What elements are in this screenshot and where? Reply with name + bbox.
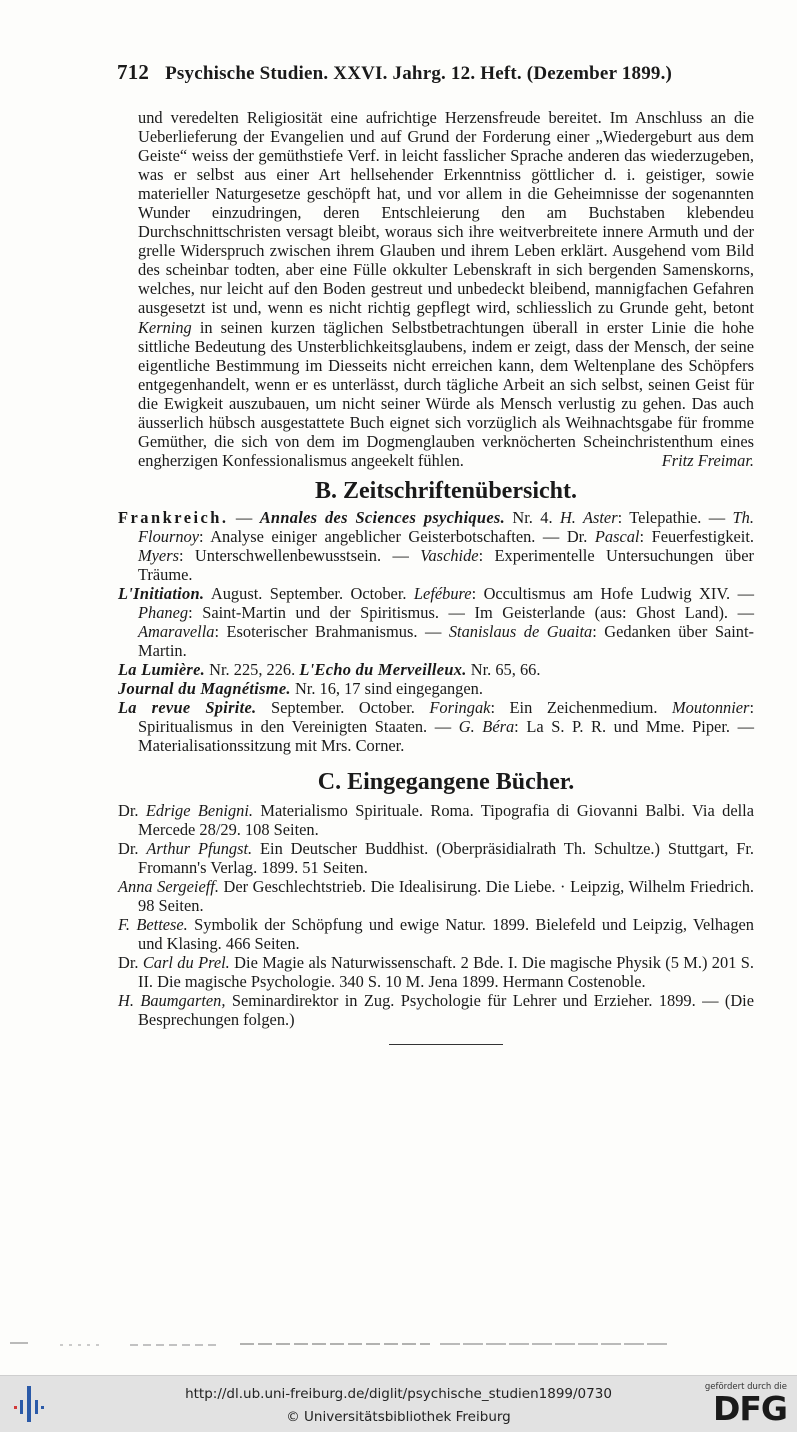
book-review-paragraph: und veredelten Religiosität eine aufrichtige Herzensfreude bereitet. Im Anschluss an die Ueberlieferung der Evangelien und auf Grund der Forderung einer „Wiedergeburt aus dem Geiste“ weiss der gemüthstiefe Verf. in leicht fasslicher Sprache anderen das wiederzugeben, was er selbst aus einer Art hellsehender Erkenntniss göttlicher d. i. geistiger, sowie materieller Naturgesetze geschöpft hat, und vor allem in die Geheimnisse der sogenannten Wunder einzudringen, deren Entschleierung den am Buchstaben klebendeu Durchschnittschristen versagt bleibt, woraus sich ihre weitverbreitete innere Armuth und der grelle Widerspruch zwischen ihrem Glauben und ihrem Leben erklärt. Ausgehend vom Bild des scheinbar todten, aber eine Fülle okkulter Lebenskraft in sich bergenden Samenskorns, welches, nur leicht auf den Boden gestreut und unbedeckt bleibend, mannigfachen Gefahren ausgesetzt ist und, wenn es nicht richtig gepflegt wird, schliesslich zu Grunde geht, betont Kerning in seinen kurzen täglichen Selbstbetrachtungen überall in erster Linie die hohe sittliche Bedeutung des Unsterblichkeitsglaubens, indem er zeigt, dass der Mensch, der seine eigentliche Bestimmung im Diesseits nicht erreichen kann, dem Weltenplane des Schöpfers entgegenhandelt, wenn er es unterlässt, durch tägliche Arbeit an sich selbst, seinen Geist für die Ewigkeit auszubauen, um nicht seiner Würde als Mensch verlustig zu gehen. Das auch äusserlich hübsch ausgestattete Buch eignet sich vorzüglich als Weihnachtsgabe für fromme Gemüther, die sich von dem im Dogmenglauben verknöcherten Scheinchristenthum eines engherzigen Konfessionalismus angeekelt fühlen. Fritz Freimar.	[138, 108, 754, 470]
journal-entry-annales: Frankreich. — Annales des Sciences psychiques. Nr. 4. H. Aster: Telepathie. — Th. Flournoy: Analyse einiger angeblicher Geisterbotschaften. — Dr. Pascal: Feuerfestigkeit. Myers: Unterschwellenbewusstsein. — Vaschide: Experimentelle Untersuchungen über Träume.	[118, 507, 754, 584]
book-entry: Anna Sergeieff. Der Geschlechtstrieb. Die Idealisirung. Die Liebe. · Leipzig, Wilhelm Friedrich. 98 Seiten.	[118, 876, 754, 915]
name-kerning: Kerning	[138, 317, 192, 337]
section-b-heading: B. Zeitschriftenübersicht.	[315, 477, 577, 504]
journal-entry-initiation: L'Initiation. August. September. October. Lefébure: Occultismus am Hofe Ludwig XIV. — Phaneg: Saint-Martin und der Spiritismus. — Im Geisterlande (aus: Ghost Land). — Amaravella: Esoterischer Brahmanismus. — Stanislaus de Guaita: Gedanken über Saint-Martin.	[118, 583, 754, 660]
journal-initiation: L'Initiation.	[118, 583, 205, 603]
journal-lumiere: La Lumière.	[118, 659, 206, 679]
journal-entry-lumiere-echo: La Lumière. Nr. 225, 226. L'Echo du Merveilleux. Nr. 65, 66.	[118, 659, 541, 679]
copyright-notice: © Universitätsbibliothek Freiburg	[286, 1409, 511, 1425]
journal-entry-magnetisme: Journal du Magnétisme. Nr. 16, 17 sind eingegangen.	[118, 678, 483, 698]
journal-annales: Annales des Sciences psychiques.	[259, 507, 505, 527]
document-url-link[interactable]: http://dl.ub.uni-freiburg.de/diglit/psychische_studien1899/0730	[185, 1386, 612, 1402]
journal-header-title: Psychische Studien. XXVI. Jahrg. 12. Heft. (Dezember 1899.)	[165, 63, 673, 84]
dfg-logo: gefördert durch die DFG	[704, 1382, 787, 1428]
received-books-list	[118, 800, 755, 1029]
book-entry: Dr. Edrige Benigni. Materialismo Spirituale. Roma. Tipografia di Giovanni Balbi. Via della Mercede 28/29. 108 Seiten.	[118, 800, 754, 839]
book-entry: H. Baumgarten, Seminardirektor in Zug. Psychologie für Lehrer und Erzieher. 1899. — (Die Besprechungen folgen.)	[118, 990, 754, 1029]
page-number: 712	[117, 60, 150, 84]
review-signature: Fritz Freimar.	[661, 450, 754, 470]
country-frankreich: Frankreich.	[118, 507, 229, 527]
journal-echo: L'Echo du Merveilleux.	[299, 659, 467, 679]
running-header	[117, 60, 757, 90]
book-entry: Dr. Carl du Prel. Die Magie als Naturwissenschaft. 2 Bde. I. Die magische Physik (5 M.) 201 S. II. Die magische Psychologie. 340 S. 10 M. Jena 1899. Hermann Costenoble.	[118, 952, 754, 991]
journal-magnetisme: Journal du Magnétisme.	[118, 678, 291, 698]
digitization-footer	[0, 1375, 797, 1432]
closing-rule	[389, 1044, 503, 1045]
section-c-heading: C. Eingegangene Bücher.	[317, 768, 575, 795]
book-entry: F. Bettese. Symbolik der Schöpfung und ewige Natur. 1899. Bielefeld und Leipzig, Velhagen und Klasing. 466 Seiten.	[118, 914, 755, 953]
page-body	[118, 108, 755, 1045]
journal-entry-revue-spirite: La revue Spirite. September. October. Foringak: Ein Zeichenmedium. Moutonnier: Spiritualismus in den Vereinigten Staaten. — G. Béra: La S. P. R. und Mme. Piper. — Materialisationssitzung mit Mrs. Corner.	[118, 697, 754, 755]
journal-revue-spirite: La revue Spirite.	[118, 697, 257, 717]
scan-artifact-line	[10, 1340, 670, 1348]
book-entry: Dr. Arthur Pfungst. Ein Deutscher Buddhist. (Oberpräsidialrath Th. Schultze.) Stuttgart, Fr. Fromann's Verlag. 1899. 51 Seiten.	[118, 838, 755, 877]
